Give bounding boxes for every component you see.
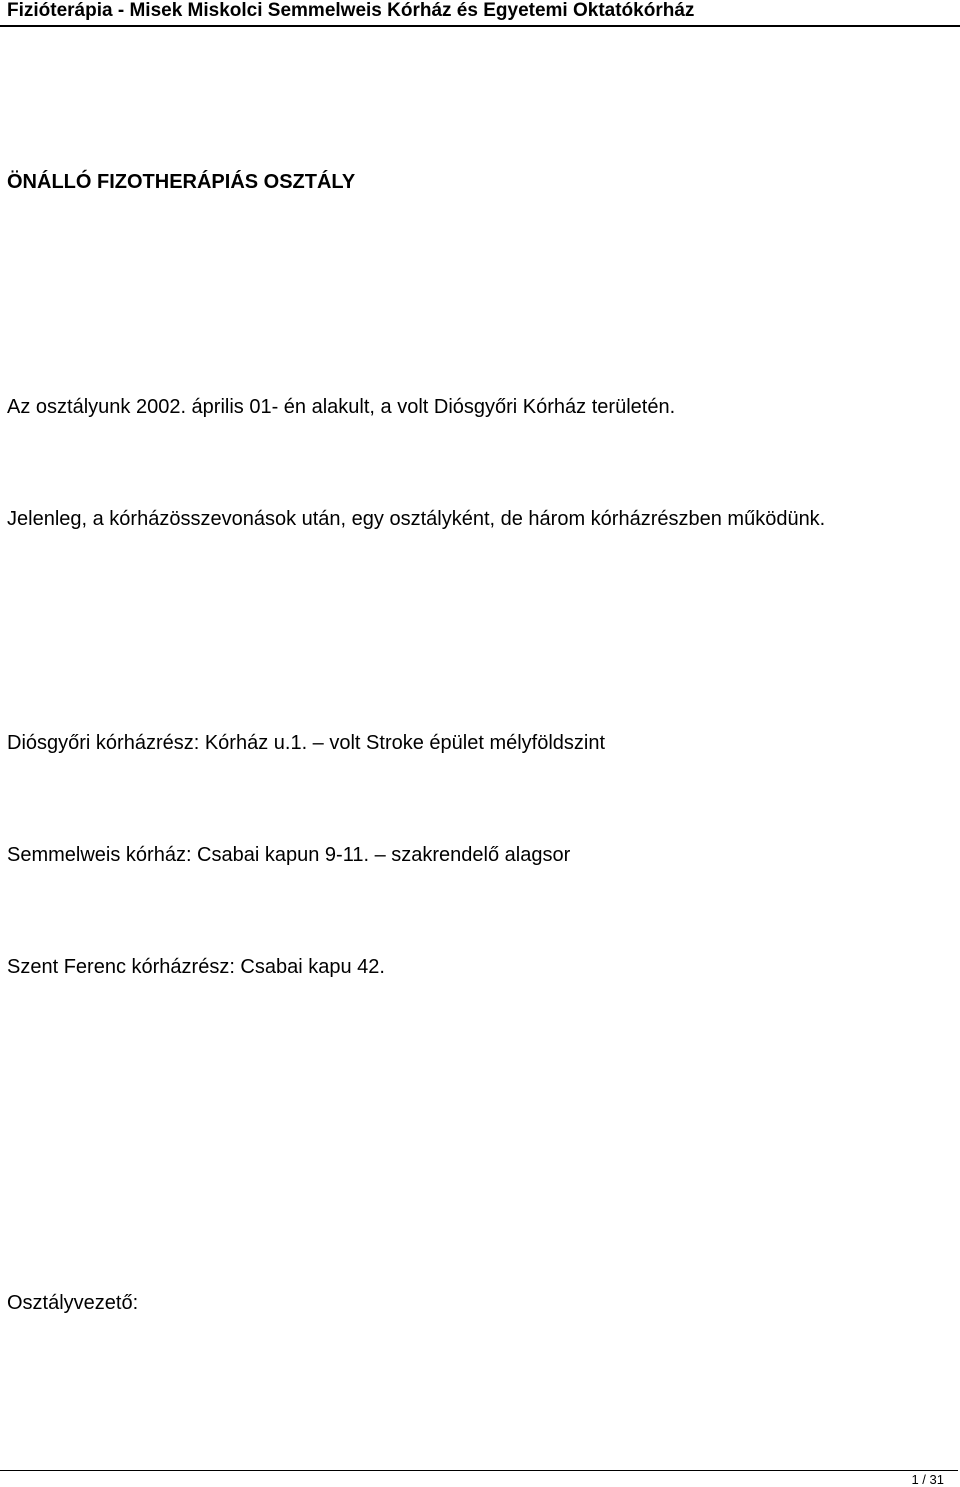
page-header-title: Fizióterápia - Misek Miskolci Semmelweis Kórház és Egyetemi Oktatókórház	[7, 0, 695, 21]
footer-divider	[0, 1470, 958, 1471]
header-divider	[0, 25, 960, 27]
page-counter: 1 / 31	[911, 1472, 944, 1487]
paragraph-current-status: Jelenleg, a kórházösszevonások után, egy osztályként, de három kórházrészben működünk.	[7, 508, 826, 530]
paragraph-semmelweis-location: Semmelweis kórház: Csabai kapun 9-11. – szakrendelő alagsor	[7, 844, 571, 866]
paragraph-szent-ferenc-location: Szent Ferenc kórházrész: Csabai kapu 42.	[7, 956, 385, 978]
paragraph-diosgyor-location: Diósgyőri kórházrész: Kórház u.1. – volt Stroke épület mélyföldszint	[7, 732, 606, 754]
paragraph-founding: Az osztályunk 2002. április 01- én alakult, a volt Diósgyőri Kórház területén.	[7, 396, 676, 418]
paragraph-department-head: Osztályvezető:	[7, 1292, 139, 1314]
section-heading: ÖNÁLLÓ FIZOTHERÁPIÁS OSZTÁLY	[7, 171, 356, 193]
